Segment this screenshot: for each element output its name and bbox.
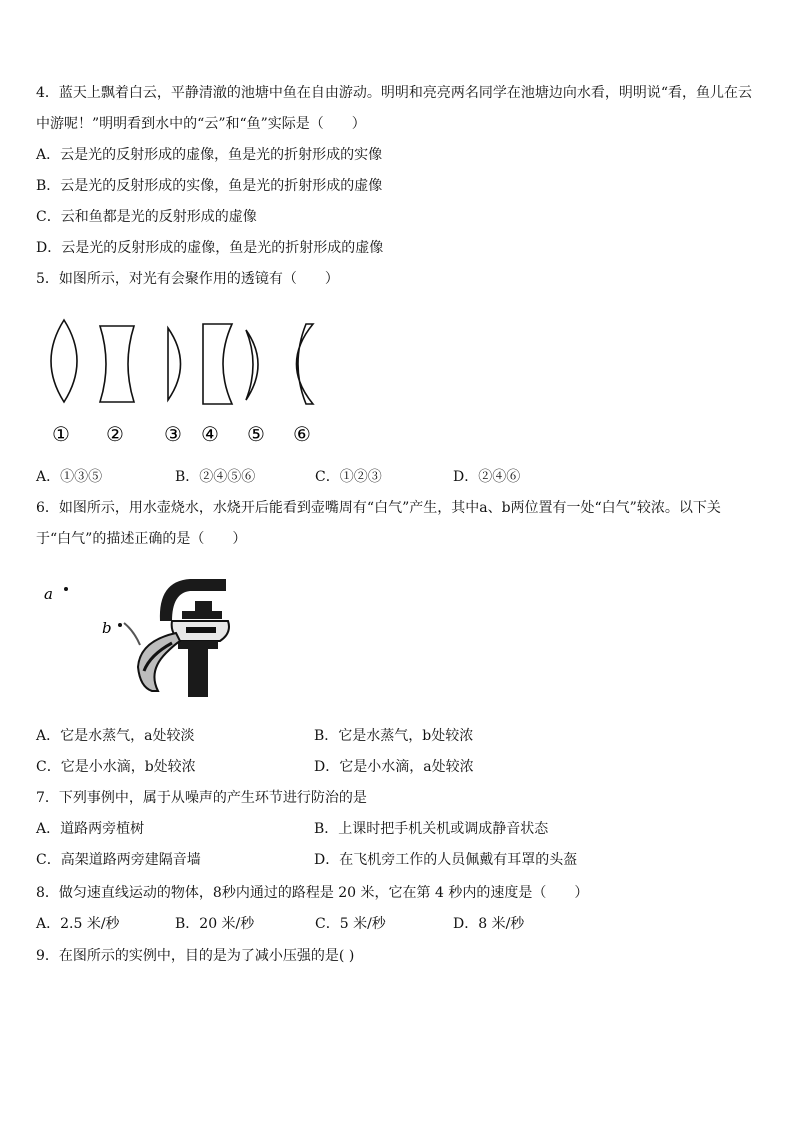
lens-4-plano-concave	[203, 324, 232, 404]
point-b-dot	[118, 623, 122, 627]
kettle-lid	[182, 611, 222, 619]
q4-option-b[interactable]: B．云是光的反射形成的实像，鱼是光的折射形成的虚像	[36, 178, 383, 194]
q5-option-d[interactable]: D．②④⑥	[453, 469, 521, 485]
lens-label-3: ③	[164, 422, 182, 446]
q6-option-c[interactable]: C．它是小水滴，b处较浓	[36, 759, 196, 775]
q6-option-a[interactable]: A．它是水蒸气，a处较淡	[36, 728, 195, 744]
point-a-label: a	[44, 585, 53, 603]
kettle-figure	[40, 575, 240, 700]
q5-option-c[interactable]: C．①②③	[315, 469, 382, 485]
kettle-base	[188, 641, 208, 697]
q4-stem-line1: 4．蓝天上飘着白云，平静清澈的池塘中鱼在自由游动。明明和亮亮两名同学在池塘边向水看，明明说“看，鱼儿在云	[36, 85, 753, 101]
q6-stem-line1: 6．如图所示，用水壶烧水，水烧开后能看到壶嘴周有“白气”产生，其中a、b两位置有一处“白气”较浓。以下关	[36, 500, 721, 516]
q4-option-d[interactable]: D．云是光的反射形成的虚像，鱼是光的折射形成的虚像	[36, 240, 384, 256]
q6-option-d[interactable]: D．它是小水滴，a处较浓	[314, 759, 474, 775]
lens-label-2: ②	[106, 422, 124, 446]
q8-option-d[interactable]: D．8 米/秒	[453, 916, 525, 932]
lens-5-meniscus	[246, 330, 258, 400]
point-b-label: b	[102, 619, 112, 637]
q4-stem-line2: 中游呢！”明明看到水中的“云”和“鱼”实际是（ ）	[36, 116, 366, 132]
lens-label-1: ①	[52, 422, 70, 446]
q9-stem: 9．在图所示的实例中，目的是为了减小压强的是( )	[36, 948, 355, 964]
lens-figure	[38, 316, 338, 446]
q6-option-b[interactable]: B．它是水蒸气，b处较浓	[314, 728, 474, 744]
lens-diagram	[38, 316, 338, 446]
q6-stem-line2: 于“白气”的描述正确的是（ ）	[36, 531, 247, 547]
q4-option-a[interactable]: A．云是光的反射形成的虚像，鱼是光的折射形成的实像	[36, 147, 383, 163]
q5-stem: 5．如图所示，对光有会聚作用的透镜有（ ）	[36, 271, 339, 287]
q5-option-b[interactable]: B．②④⑤⑥	[175, 469, 256, 485]
q7-stem: 7．下列事例中，属于从噪声的产生环节进行防治的是	[36, 790, 367, 806]
point-a-dot	[64, 587, 68, 591]
q7-option-c[interactable]: C．高架道路两旁建隔音墙	[36, 852, 201, 868]
q8-option-a[interactable]: A．2.5 米/秒	[36, 916, 120, 932]
q8-option-b[interactable]: B．20 米/秒	[175, 916, 255, 932]
kettle-diagram	[40, 575, 240, 700]
lens-label-4: ④	[201, 422, 219, 446]
lens-1-biconvex	[51, 320, 77, 402]
lens-label-6: ⑥	[293, 422, 311, 446]
kettle-spout	[138, 633, 180, 691]
q7-option-d[interactable]: D．在飞机旁工作的人员佩戴有耳罩的头盔	[314, 852, 578, 868]
q8-stem: 8．做匀速直线运动的物体，8秒内通过的路程是 20 米，它在第 4 秒内的速度是（ ）	[36, 885, 589, 901]
q7-option-b[interactable]: B．上课时把手机关机或调成静音状态	[314, 821, 549, 837]
q7-option-a[interactable]: A．道路两旁植树	[36, 821, 145, 837]
q8-option-c[interactable]: C．5 米/秒	[315, 916, 386, 932]
kettle-knob	[195, 601, 212, 611]
kettle-band	[186, 627, 216, 633]
lens-3-plano-convex	[168, 328, 181, 400]
lens-6-concave-meniscus	[297, 324, 314, 404]
q5-option-a[interactable]: A．①③⑤	[36, 469, 103, 485]
q4-option-c[interactable]: C．云和鱼都是光的反射形成的虚像	[36, 209, 257, 225]
lens-2-biconcave	[100, 326, 134, 402]
lens-label-5: ⑤	[247, 422, 265, 446]
